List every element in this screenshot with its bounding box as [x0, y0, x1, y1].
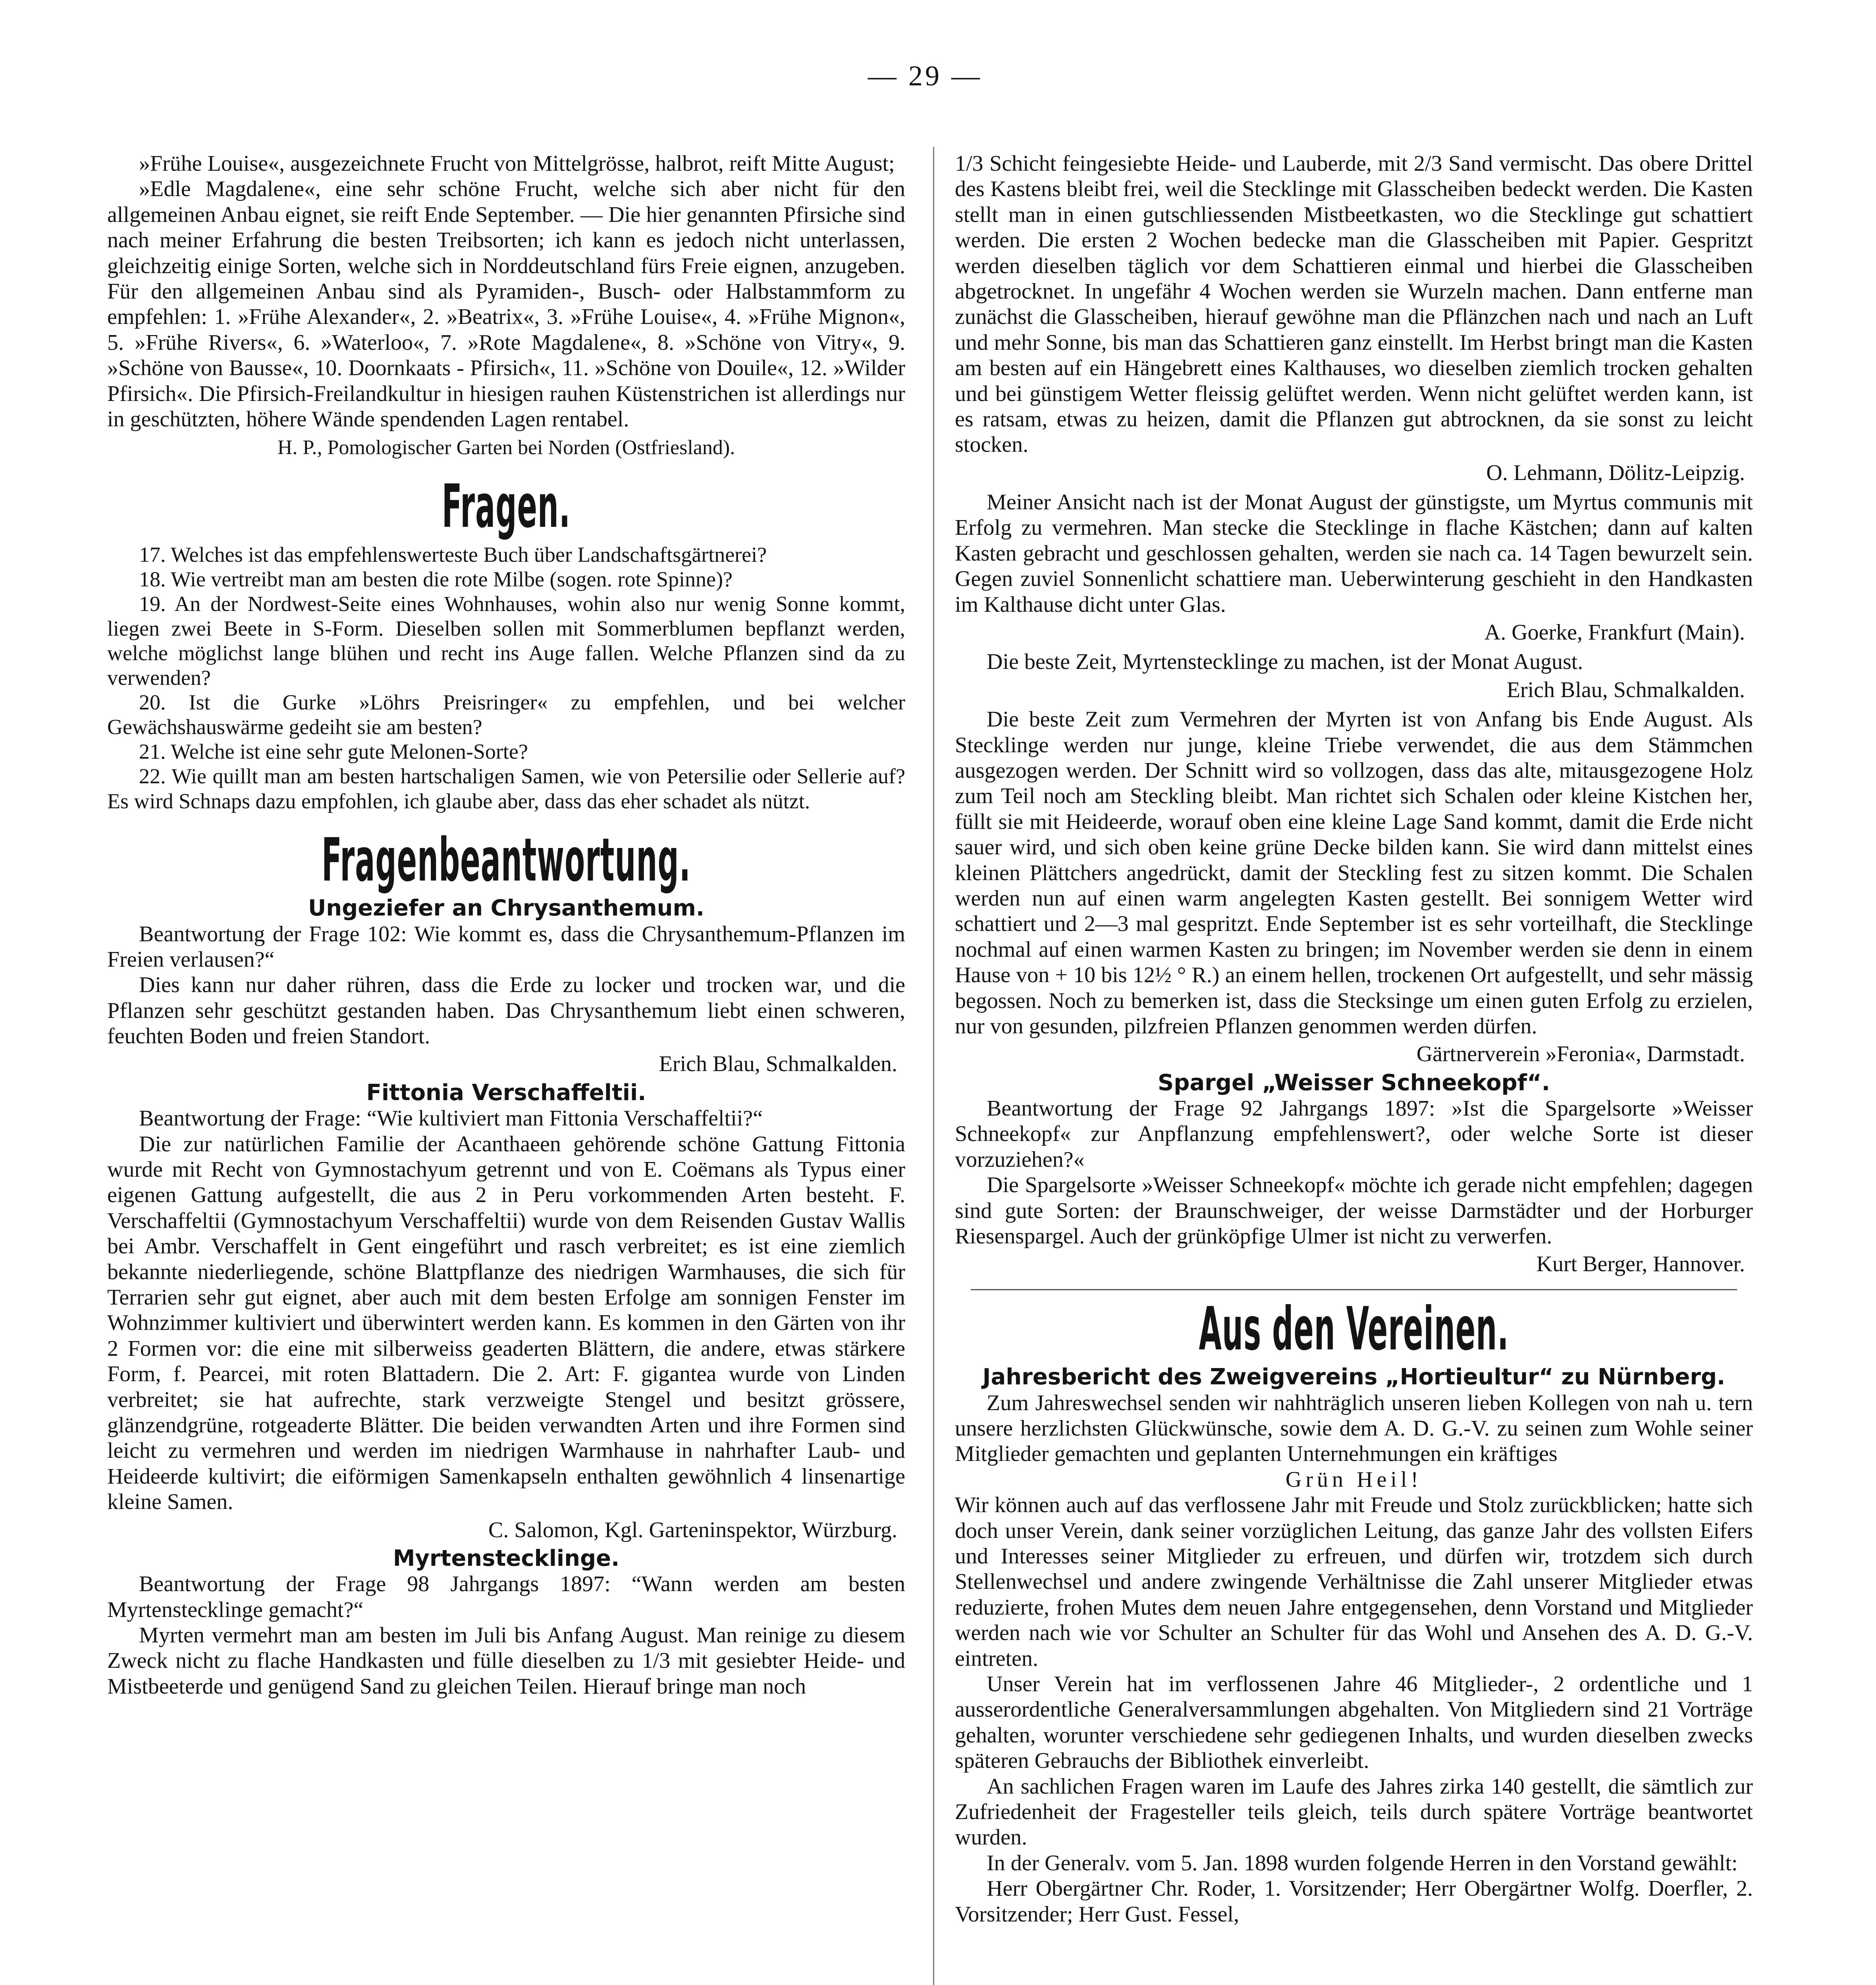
signature: O. Lehmann, Dölitz-Leipzig.: [1486, 460, 1745, 485]
paragraph: Die beste Zeit, Myrtenstecklinge zu machen, ist der Monat August.: [987, 649, 1583, 675]
paragraph: Unser Verein hat im verflossenen Jahre 46 Mitglieder-, 2 ordentliche und 1 ausserordentliche Generalversammlungen abgehalten. Von Mitgliedern sind 21 Vorträge gehalten, worunter verschiedene sehr gediegenen Inhalts, und wurden dieselben zwecks späteren Gebrauchs der Bibliothek einverleibt.: [955, 1671, 1753, 1773]
article-heading: Jahresbericht des Zweigvereins „Hortieultur“ zu Nürnberg.: [982, 1364, 1726, 1390]
section-divider: [971, 1289, 1737, 1290]
column-divider: [933, 147, 934, 1985]
paragraph: Beantwortung der Frage 98 Jahrgangs 1897: “Wann werden am besten Myrtenstecklinge gemacht?“: [107, 1572, 905, 1622]
paragraph: Herr Obergärtner Chr. Roder, 1. Vorsitzender; Herr Obergärtner Wolfg. Doerfler, 2. Vorsitzender; Herr Gust. Fessel,: [955, 1876, 1753, 1927]
paragraph: Beantwortung der Frage 102: Wie kommt es, dass die Chrysanthemum-Pflanzen im Freien verlausen?“: [107, 921, 905, 972]
question-item: 22. Wie quillt man am besten hartschaligen Samen, wie von Petersilie oder Sellerie auf? Es wird Schnaps dazu empfohlen, ich glaube aber, dass das eher schadet als nützt.: [107, 764, 905, 813]
section-title-fragenbeantwortung: Fragenbeantwortung.: [322, 825, 691, 895]
question-item: 18. Wie vertreibt man am besten die rote Milbe (sogen. rote Spinne)?: [139, 567, 733, 591]
left-column: [107, 151, 905, 1699]
question-item: 20. Ist die Gurke »Löhrs Preisringer« zu empfehlen, und bei welcher Gewächshauswärme gedeiht sie am besten?: [107, 690, 905, 739]
paragraph: Beantwortung der Frage: “Wie kultiviert man Fittonia Verschaffeltii?“: [139, 1106, 763, 1131]
section-title-vereine: Aus den Vereinen.: [1199, 1294, 1509, 1364]
paragraph: Myrten vermehrt man am besten im Juli bis Anfang August. Man reinige zu diesem Zweck nicht zu flache Handkasten und fülle dieselben zu 1/3 mit gesiebter Heide- und Mistbeeterde und genügend Sand zu gleichen Teilen. Hierauf bringe man noch: [107, 1623, 905, 1699]
paragraph: Die beste Zeit zum Vermehren der Myrten ist von Anfang bis Ende August. Als Stecklinge werden nur junge, kleine Triebe verwendet, die aus dem Stämmchen ausgezogen werden. Der Schnitt wird so vollzogen, dass das alte, mitausgezogene Holz zum Teil noch am Steckling bleibt. Man richtet sich Schalen oder kleine Kistchen her, füllt sie mit Heideerde, worauf oben eine kleine Lage Sand kommt, damit die Erde nicht sauer wird, und sich oben keine grüne Decke bilden kann. Sie wird dann mittelst eines kleinen Plättchers angedrückt, damit der Steckling fest zu sitzen kommt. Die Schalen werden nun auf einen warm angelegten Kasten gestellt. Bei sonnigem Wetter wird schattiert und 2—3 mal gespritzt. Ende September ist es sehr vorteilhaft, die Stecklinge nochmal auf einen warmen Kasten zu bringen; im November werden sie denn in einem Hause von + 10 bis 12½ ° R.) an einem hellen, trockenen Ort aufgestellt, und sehr mässig begossen. Noch zu bemerken ist, dass die Stecksinge um einen guten Erfolg zu erzielen, nur von gesunden, pilzfreien Pflanzen genommen werden dürfen.: [955, 707, 1753, 1039]
greeting: Grün Heil!: [1285, 1467, 1423, 1492]
question-item: 17. Welches ist das empfehlenswerteste Buch über Landschaftsgärtnerei?: [139, 542, 767, 567]
paragraph: In der Generalv. vom 5. Jan. 1898 wurden folgende Herren in den Vorstand gewählt:: [987, 1850, 1738, 1875]
paragraph: Die Spargelsorte »Weisser Schneekopf« möchte ich gerade nicht empfehlen; dagegen sind gute Sorten: der Braunschweiger, der weisse Darmstädter und der Horburger Riesenspargel. Auch der grünköpfige Ulmer ist nicht zu verwerfen.: [955, 1173, 1753, 1249]
page-number: — 29 —: [868, 60, 982, 92]
right-column: [955, 151, 1753, 1927]
paragraph: Zum Jahreswechsel senden wir nahhträglich unseren lieben Kollegen von nah u. tern unsere herzlichsten Glückwünsche, sowie dem A. D. G.-V. zu seinen zum Wohle seiner Mitglieder gemachten und geplanten Unternehmungen ein kräftiges: [955, 1390, 1753, 1467]
section-title-fragen: Fragen.: [442, 472, 571, 542]
signature: H. P., Pomologischer Garten bei Norden (Ostfriesland).: [277, 436, 735, 459]
article-heading: Fittonia Verschaffeltii.: [366, 1079, 646, 1106]
paragraph: Wir können auch auf das verflossene Jahr mit Freude und Stolz zurückblicken; hatte sich doch unser Verein, dank seiner vorzüglichen Leitung, das ganze Jahr des vollsten Eifers und Interesses seiner Mitglieder zu erfreuen, und dürfen wir, trotzdem sich durch Stellenwechsel und andere zwingende Verhältnisse die Zahl unserer Mitglieder etwas reduzierte, frohen Mutes dem neuen Jahre entgegensehen, denn Vorstand und Mitglieder werden nach wie vor Schulter an Schulter für das Wohl und Ansehen des A. D. G.-V. eintreten.: [955, 1493, 1753, 1671]
signature: Kurt Berger, Hannover.: [1536, 1252, 1745, 1277]
question-item: 21. Welche ist eine sehr gute Melonen-Sorte?: [139, 740, 528, 764]
paragraph: 1/3 Schicht feingesiebte Heide- und Lauberde, mit 2/3 Sand vermischt. Das obere Drittel des Kastens bleibt frei, weil die Stecklinge mit Glasscheiben bedeckt werden. Die Kasten stellt man in einen gutschliessenden Mistbeetkasten, wo die Stecklinge gut schattiert werden. Die ersten 2 Wochen bedecke man die Glasscheiben mit Papier. Gespritzt werden dieselben täglich vor dem Schattieren einmal und hierbei die Glasscheiben abgetrocknet. In ungefähr 4 Wochen werden sie Wurzeln machen. Dann entferne man zunächst die Glasscheiben, hierauf gewöhne man die Pflänzchen nach und nach an Luft und mehr Sonne, bis man das Schattieren ganz einstellt. Im Herbst bringt man die Kasten am besten auf ein Hängebrett eines Kalthauses, wo dieselben ziemlich trocken gehalten und bei günstigem Wetter fleissig gelüftet werden. Wenn nicht gelüftet werden kann, ist es ratsam, etwas zu heizen, damit die Pflanzen gut abtrocknen, da sie sonst zu leicht stocken.: [955, 151, 1753, 457]
question-list: [107, 542, 905, 813]
signature: Gärtnerverein »Feronia«, Darmstadt.: [1416, 1042, 1745, 1067]
paragraph: Die zur natürlichen Familie der Acanthaeen gehörende schöne Gattung Fittonia wurde mit Recht von Gymnostachyum getrennt und von E. Coëmans als Typus einer eigenen Gattung aufgestellt, die aus 2 in Peru vorkommenden Arten besteht. F. Verschaffeltii (Gymnostachyum Verschaffeltii) wurde von dem Reisenden Gustav Wallis bei Ambr. Verschaffelt in Gent eingeführt und rasch verbreitet; es ist eine ziemlich bekannte niederliegende, schöne Blattpflanze des niedrigen Warmhauses, die sich für Terrarien sehr gut eignet, aber auch mit dem besten Erfolge am sonnigen Fenster im Wohnzimmer kultiviert und überwintert werden kann. Es kommen in den Gärten von ihr 2 Formen vor: die eine mit silberweiss geaderten Blättern, die andere, etwas stärkere Form, f. Pearcei, mit roten Blattadern. Die 2. Art: F. gigantea wurde von Linden verbreitet; sie hat aufrechte, stark verzweigte Stengel und besitzt grössere, glänzendgrüne, rotgeaderte Blätter. Die beiden verwandten Arten und ihre Formen sind leicht zu vermehren und werden im niedrigen Warmhause in nahrhafter Laub- und Heideerde kultivirt; die eiförmigen Samenkapseln enthalten gewöhnlich 4 linsenartige kleine Samen.: [107, 1131, 905, 1515]
article-heading: Myrtenstecklinge.: [393, 1545, 620, 1571]
paragraph: An sachlichen Fragen waren im Laufe des Jahres zirka 140 gestellt, die sämtlich zur Zufriedenheit der Fragesteller teils gleich, teils durch spätere Vorträge beantwortet wurden.: [955, 1774, 1753, 1850]
signature: C. Salomon, Kgl. Garteninspektor, Würzburg.: [488, 1517, 897, 1542]
paragraph: »Frühe Louise«, ausgezeichnete Frucht von Mittelgrösse, halbrot, reift Mitte August;: [139, 151, 895, 176]
paragraph: Dies kann nur daher rühren, dass die Erde zu locker und trocken war, und die Pflanzen sehr geschützt gestanden haben. Das Chrysanthemum liebt einen schweren, feuchten Boden und freien Standort.: [107, 973, 905, 1049]
article-heading: Spargel „Weisser Schneekopf“.: [1157, 1070, 1550, 1096]
article-heading: Ungeziefer an Chrysanthemum.: [308, 895, 705, 921]
paragraph: »Edle Magdalene«, eine sehr schöne Frucht, welche sich aber nicht für den allgemeinen Anbau eignet, sie reift Ende September. — Die hier genannten Pfirsiche sind nach meiner Erfahrung die besten Treibsorten; ich kann es jedoch nicht unterlassen, gleichzeitig einige Sorten, welche sich in Norddeutschland fürs Freie eignen, anzugeben. Für den allgemeinen Anbau sind als Pyramiden-, Busch- oder Halbstammform zu empfehlen: 1. »Frühe Alexander«, 2. »Beatrix«, 3. »Frühe Louise«, 4. »Frühe Mignon«, 5. »Frühe Rivers«, 6. »Waterloo«, 7. »Rote Magdalene«, 8. »Schöne von Vitry«, 9. »Schöne von Bausse«, 10. Doornkaats - Pfirsich«, 11. »Schöne von Douile«, 12. »Wilder Pfirsich«. Die Pfirsich-Freilandkultur in hiesigen rauhen Küstenstrichen ist allerdings nur in geschützten, höhere Wände spendenden Lagen rentabel.: [107, 177, 905, 432]
question-item: 19. An der Nordwest-Seite eines Wohnhauses, wohin also nur wenig Sonne kommt, liegen zwei Beete in S-Form. Dieselben sollen mit Sommerblumen bepflanzt werden, welche möglichst lange blühen und recht ins Auge fallen. Welche Pflanzen sind da zu verwenden?: [107, 592, 905, 690]
paragraph: Beantwortung der Frage 92 Jahrgangs 1897: »Ist die Spargelsorte »Weisser Schneekopf« zur Anpflanzung empfehlenswert?, oder welche Sorte ist dieser vorzuziehen?«: [955, 1096, 1753, 1172]
paragraph: Meiner Ansicht nach ist der Monat August der günstigste, um Myrtus communis mit Erfolg zu vermehren. Man stecke die Stecklinge in flache Kästchen; dann auf kalten Kasten gebracht und geschlossen gehalten, werden sie nach ca. 14 Tagen bewurzelt sein. Gegen zuviel Sonnenlicht schattiere man. Ueberwinterung geschieht in den Handkasten im Kalthause dicht unter Glas.: [955, 490, 1753, 617]
signature: Erich Blau, Schmalkalden.: [1506, 677, 1745, 702]
signature: A. Goerke, Frankfurt (Main).: [1484, 620, 1745, 645]
signature: Erich Blau, Schmalkalden.: [659, 1052, 897, 1077]
